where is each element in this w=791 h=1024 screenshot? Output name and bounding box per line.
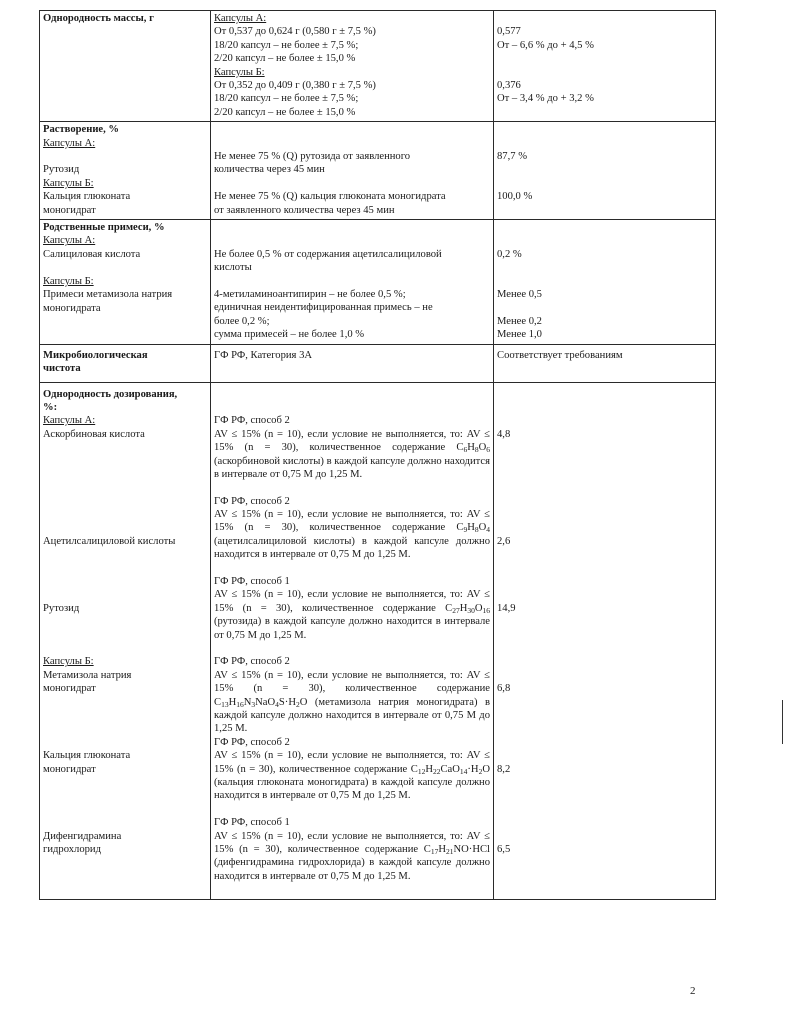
row-mass-uniformity [40, 11, 716, 122]
micro-req: ГФ РФ, Категория 3А [214, 349, 313, 361]
requirement-text: AV ≤ 15% (n = 10), если условие не выполняется, то: AV ≤ 15% (n = 30), количественное содержание C [214, 589, 490, 614]
formula-element: H [467, 522, 475, 534]
requirement-text: (дифенгидрамина гидрохлорида) в каждой капсуле должно находится в интервале от 0,75 М до 1,25 М. [214, 857, 490, 882]
mass-b-line: 2/20 капсул – не более ± 15,0 % [214, 106, 356, 118]
formula-element: O [478, 522, 487, 534]
formula-subscript: 21 [446, 847, 454, 857]
dosing-result: 6,5 [497, 844, 511, 856]
formula-element: NO·HCl [453, 844, 490, 856]
formula-subscript: 27 [452, 605, 460, 615]
dosing-result: 8,2 [497, 763, 511, 775]
salicylic-result: 0,2 % [497, 248, 522, 260]
rutozid-req: Не менее 75 % (Q) рутозида от заявленного [214, 151, 411, 163]
dissolution-title: Растворение, % [43, 124, 120, 136]
formula-subscript: 13 [221, 699, 229, 709]
mass-a-result: 0,577 [497, 26, 521, 38]
metamizole-req: единичная неидентифицированная примесь – не [214, 302, 433, 314]
rutozid-result: 87,7 % [497, 151, 528, 163]
dosing-method: ГФ РФ, способ 1 [214, 817, 290, 829]
dosing-method: ГФ РФ, способ 2 [214, 495, 290, 507]
formula-element: S·H [278, 696, 296, 708]
formula-element: H [459, 602, 468, 614]
scan-edge-mark [782, 700, 783, 744]
ca-req: Не менее 75 % (Q) кальция глюконата моногидрата [214, 191, 446, 203]
dosing-item-label: Аскорбиновая кислота [43, 428, 145, 440]
formula-element: H [438, 844, 446, 856]
dosing-result: 4,8 [497, 428, 511, 440]
formula-subscript: 16 [236, 699, 244, 709]
mass-uniformity-title: Однородность массы, г [43, 13, 154, 24]
row-dosing [40, 382, 716, 899]
caps-a-label: Капсулы А: [43, 137, 96, 149]
dosing-item-label: Метамизола натрия [43, 669, 132, 681]
dosing-item-label: Кальция глюконата [43, 750, 131, 762]
mass-a-line: 18/20 капсул – не более ± 7,5 %; [214, 39, 359, 51]
caps-a-label: Капсулы А: [43, 235, 96, 247]
dosing-requirement [214, 428, 490, 482]
mass-a-line: От 0,537 до 0,624 г (0,580 г ± 7,5 %) [214, 26, 376, 38]
formula-element: NaO [255, 696, 276, 708]
impurities-title: Родственные примеси, % [43, 222, 165, 234]
dosing-requirement [214, 669, 490, 736]
dosing-requirement [214, 508, 490, 562]
caps-b-label: Капсулы Б: [214, 66, 265, 78]
dosing-requirement [214, 830, 490, 884]
metamizole-result: Менее 0,5 [497, 289, 542, 301]
row-micro [40, 344, 716, 382]
metamizole-label: моногидрата [43, 302, 101, 314]
mass-b-line: 18/20 капсул – не более ± 7,5 %; [214, 93, 359, 105]
formula-subscript: 8 [474, 525, 479, 535]
requirement-text: AV ≤ 15% (n = 10), если условие не выполняется, то: AV ≤ 15% (n = 30), количественное содержание C [214, 509, 490, 534]
specification-table [39, 10, 716, 900]
caps-a-label: Капсулы А: [214, 13, 267, 24]
formula-element: O [299, 696, 308, 708]
requirement-text: AV ≤ 15% (n = 10), если условие не выполняется, то: AV ≤ 15% (n = 30), количественное содержание C [214, 750, 490, 775]
dosing-requirement [214, 749, 490, 803]
metamizole-result: Менее 1,0 [497, 329, 542, 341]
row-impurities [40, 220, 716, 345]
formula-subscript: 8 [474, 445, 479, 455]
salicylic-req: кислоты [214, 262, 252, 274]
requirement-text: (кальция глюконата моногидрата) в каждой капсуле должно находится в интервале от 0,75 М до 1,25 М. [214, 777, 490, 802]
formula-subscript: 22 [432, 766, 441, 776]
formula-element: O [478, 442, 487, 454]
dosing-method: ГФ РФ, способ 2 [214, 415, 290, 427]
formula-subscript: 2 [295, 699, 300, 709]
formula-element: O [482, 763, 490, 775]
salicylic-req: Не более 0,5 % от содержания ацетилсалициловой [214, 248, 442, 260]
dosing-result: 14,9 [497, 602, 516, 614]
formula-element: O [474, 602, 483, 614]
rutozid-req: количества через 45 мин [214, 164, 325, 176]
micro-label: чистота [43, 363, 81, 375]
mass-a-result: От – 6,6 % до + 4,5 % [497, 39, 594, 51]
dosing-result: 2,6 [497, 535, 511, 547]
formula-element: H [228, 696, 237, 708]
salicylic-label: Салициловая кислота [43, 248, 141, 260]
formula-subscript: 4 [275, 699, 279, 709]
formula-subscript: 9 [463, 525, 468, 535]
dosing-item-label: гидрохлорид [43, 844, 101, 856]
ca-label: моногидрат [43, 204, 96, 216]
requirement-text: AV ≤ 15% (n = 10), если условие не выполняется, то: AV ≤ 15% (n = 30), количественное содержание C [214, 428, 490, 454]
requirement-text: AV ≤ 15% (n = 10), если условие не выполняется, то: AV ≤ 15% (n = 30), количественное содержание C [214, 669, 490, 708]
row-dissolution [40, 122, 716, 220]
dosing-method: ГФ РФ, способ 1 [214, 576, 290, 588]
dosing-requirement [214, 588, 490, 642]
dosing-method: ГФ РФ, способ 2 [214, 736, 290, 748]
formula-element: CaO [440, 763, 460, 775]
dosing-title: Однородность дозирования, [43, 388, 178, 400]
metamizole-req: сумма примесей – не более 1,0 % [214, 329, 365, 341]
requirement-text: (ацетилсалициловой кислоты) в каждой капсуле должно находится в интервале от 0,75 М до 1,25 М. [214, 535, 490, 561]
formula-element: N [243, 696, 252, 708]
formula-subscript: 3 [251, 699, 256, 709]
formula-element: ·H [467, 763, 479, 775]
mass-a-line: 2/20 капсул – не более ± 15,0 % [214, 53, 356, 65]
mass-b-line: От 0,352 до 0,409 г (0,380 г ± 7,5 %) [214, 80, 376, 92]
formula-subscript: 12 [417, 766, 426, 776]
mass-b-result: От – 3,4 % до + 3,2 % [497, 93, 594, 105]
dosing-method: ГФ РФ, способ 2 [214, 656, 290, 668]
caps-b-label: Капсулы Б: [43, 177, 94, 189]
caps-b-label: Капсулы Б: [43, 656, 94, 668]
formula-subscript: 4 [486, 525, 490, 535]
caps-b-label: Капсулы Б: [43, 275, 94, 287]
formula-subscript: 2 [478, 766, 483, 776]
caps-a-label: Капсулы А: [43, 415, 96, 427]
formula-subscript: 17 [430, 847, 439, 857]
mass-b-result: 0,376 [497, 79, 521, 91]
dosing-result: 6,8 [497, 683, 511, 695]
dosing-item-label: моногидрат [43, 683, 96, 695]
formula-subscript: 30 [467, 605, 475, 615]
formula-element: H [425, 763, 433, 775]
formula-element: H [467, 442, 475, 454]
rutozid-label: Рутозид [43, 164, 80, 176]
requirement-text: (аскорбиновой кислоты) в каждой капсуле должно находится в интервале от 0,75 М до 1,25 М. [214, 455, 490, 480]
formula-subscript: 14 [459, 766, 468, 776]
dosing-title: %: [43, 401, 58, 413]
metamizole-result: Менее 0,2 [497, 315, 542, 327]
metamizole-req: более 0,2 %; [214, 315, 270, 327]
formula-subscript: 6 [486, 445, 490, 455]
requirement-text: (метамизола натрия моногидрата) в каждой капсуле должно находится в интервале от 0,75 М до 1,25 М. [214, 696, 490, 735]
formula-subscript: 16 [482, 605, 490, 615]
dosing-item-label: моногидрат [43, 763, 96, 775]
micro-result: Соответствует требованиям [497, 349, 623, 361]
ca-req: от заявленного количества через 45 мин [214, 204, 395, 216]
formula-subscript: 6 [463, 445, 468, 455]
micro-label: Микробиологическая [43, 349, 148, 361]
dosing-item-label: Дифенгидрамина [43, 830, 122, 842]
ca-label: Кальция глюконата [43, 191, 131, 203]
ca-result: 100,0 % [497, 191, 533, 203]
requirement-text: (рутозида) в каждой капсуле должно находится в интервале от 0,75 М до 1,25 М. [214, 616, 490, 641]
metamizole-req: 4-метиламиноантипирин – не более 0,5 %; [214, 289, 406, 301]
dosing-item-label: Рутозид [43, 602, 80, 614]
dosing-item-label: Ацетилсалициловой кислоты [43, 535, 176, 547]
page-number: 2 [690, 985, 696, 997]
metamizole-label: Примеси метамизола натрия [43, 289, 173, 301]
requirement-text: AV ≤ 15% (n = 10), если условие не выполняется, то: AV ≤ 15% (n = 30), количественное содержание C [214, 830, 490, 856]
